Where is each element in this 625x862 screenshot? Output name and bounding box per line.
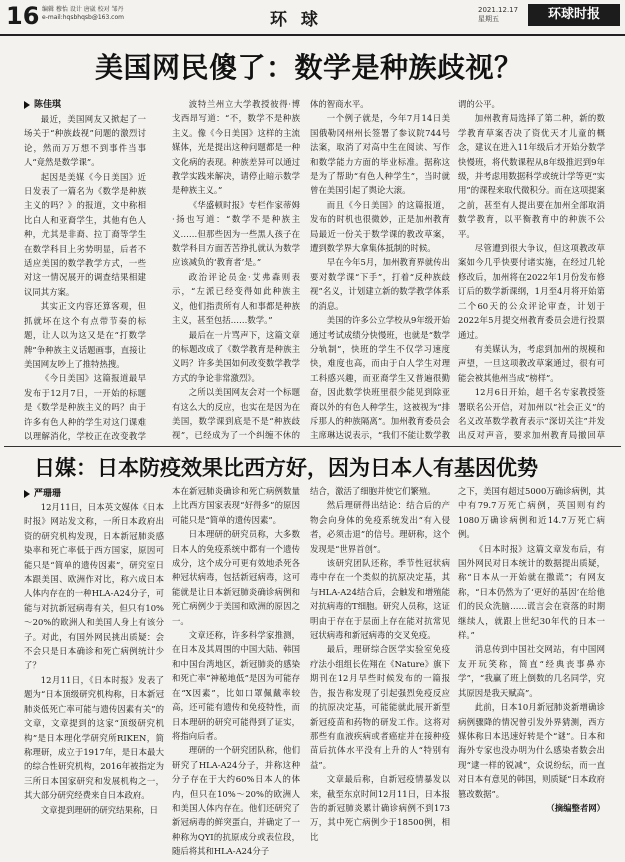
article2-headline: 日媒：日本防疫效果比西方好，因为日本人有基因优势 [34, 456, 538, 480]
article2-column-3 [310, 484, 450, 858]
paragraph: 本在新冠肺炎确诊和死亡病例数量上比西方国家表现“好得多”的原因可能只是“简单的遗传因素”。 [172, 486, 300, 525]
paragraph: 有美媒认为，考虑到加州的规模和声望，一旦这项教改草案通过，很有可能会被其他州当成“榜样”。 [458, 343, 605, 383]
paragraph: 12月11日，日本英文媒体《日本时报》网站发文称，一所日本政府出资的研究机构发现，日本新冠肺炎感染率和死亡率低于西方国家，原因可能只是“简单的遗传因素”，研究室日本跟美国、欧洲作对比，称六成日本人体内存在的一种HLA-A24分子，可能与对抗新冠病毒有关，但只有10%～20%的欧洲人和美国人身上有该分子。对此，有国外网民挑出质疑：会不会只是日本确诊和死亡病例统计少了？ [24, 502, 164, 671]
paragraph: 理研的一个研究团队称，他们研究了HLA-A24分子，并称这种分子存在于大约60%日本人的体内，但只在10%～20%的欧洲人和美国人体内存在。他们还研究了新冠病毒的鲜突蛋白，并确定了一种称为QYI的抗原成分或表位段，随后将其和HLA-A24分子 [172, 745, 300, 857]
article1-headline: 美国网民傻了：数学是种族歧视？ [95, 51, 523, 84]
paragraph: 文章提到理研的研究结果称，日 [40, 804, 159, 815]
article1-column-1 [24, 112, 146, 444]
email-line: e-mail:hqsbhqsb@163.com [42, 14, 124, 21]
bullet-triangle-icon [24, 490, 30, 498]
paragraph: 波特兰州立大学教授彼得·博戈西昂写道：“不，数学不是种族主义。像《今日美国》这样的主流媒体，光是提出这种问题都是一种文化病的表现。种族差异可以通过教学实践来解决，请停止暗示数学是种族主义。” [172, 99, 300, 196]
paragraph: 起因是美媒《今日美国》近日发表了一篇名为《数学是种族主义的吗？》的报道，文中称相比白人和亚裔学生，其他有色人种，尤其是非裔、拉丁裔等学生在数学科目上劣势明显，后者不适应美国的数学教学方式，一些对这一情况展开的调查结果相建议同其方案。 [24, 171, 146, 297]
paragraph: 《今日美国》这篇报道最早发布于12月7日，一开始的标题是《数学是种族主义的吗？由于许多有色人种的学生对这门课难以理解消化，学校正在改变教学 [24, 373, 146, 441]
article1-column-2 [172, 97, 300, 444]
author-name: 严珊珊 [34, 489, 62, 499]
editor-credits [42, 6, 124, 22]
paragraph: 尽管遭到很大争议，但这项教改草案如今几乎快要付诸实施，在经过几轮修改后，加州将在2022年1月份发布修订后的数学新课纲，1月至4月将开始第二个60天的公众评论审查，计划于2022年5月提交州教育委员会进行投票通过。 [458, 243, 605, 340]
paragraph: 文章还称，许多科学家推测，在日本及其周围的中国大陆、韩国和中国台湾地区，新冠肺炎的感染和死亡率“神秘地低”是因为可能存在“X因素”，比如口罩佩戴率较高，还可能有遗传和免疫特性，而日本理研的研究可能得到了证实，将指向后者。 [172, 630, 300, 741]
paragraph: 其实正文内容还算客观，但抓就坏在这个有点带节奏的标题，让人以为这又是在“打数学牌”争种族主义话题画事，直接让美国网友吵上了推特热搜。 [24, 301, 146, 369]
paragraph: 加州教育局选择了第二种，新的数学教育草案否决了资优天才儿童的概念，建议在进入11年级后才开始分数学快慢班，将代数课程从8年级推迟到9年级，并考虑用数据科学或统计学等更“实用”的课程来取代微积分。而在这项提案之前，甚至有人提出要在加州全部取消数学教育，以平衡教育中的种族不公平。 [458, 113, 605, 239]
paragraph: 文章最后称，自新冠疫情暴发以来，截至东京时间12月11日，日本报告的新冠肺炎累计确诊病例不到173万，其中死亡病例少于18500例，相比 [310, 774, 450, 842]
bullet-triangle-icon [24, 101, 30, 109]
paragraph: 一个例子就是，今年7月14日美国俄勒冈州州长签署了参议院744号法案，取消了对高中生在阅读、写作和数学能力方面的毕业标准。据称这是为了帮助“有色人种学生”，当时就曾在美国引起了舆论大滚。 [310, 113, 450, 196]
paragraph: 《日本时报》这篇文章发布后，有国外网民对日本统计的数据提出质疑，称“日本从一开始就在撒谎”；有网友称，“日本仍然为了‘更好的基因’在给他们的民众洗脑……谎言会在衰落的时期继续人，就跟上世纪30年代的日本一样。” [458, 543, 605, 641]
masthead [0, 0, 625, 36]
author-name: 陈佳琪 [34, 100, 62, 110]
article1-column-4 [458, 97, 605, 444]
newspaper-logo: 环球时报 [528, 4, 620, 26]
paragraph: 最近，美国网友又掀起了一场关于“种族歧视”问题的激烈讨论，然而万万想不到事件当事人“竟然是数学课”。 [24, 114, 146, 168]
article2-column-1 [24, 500, 164, 858]
issue-date [478, 6, 518, 24]
article1-column-3 [310, 97, 450, 444]
paragraph: 然后理研得出结论：结合后的产物会向身体的免疫系统发出“有入侵者，必须击退”的信号。理研称，这个发现是“世界首创”。 [310, 500, 450, 554]
paragraph: 结合，激活了细胞并使它们繁殖。 [310, 486, 436, 496]
paragraph: 之下，美国有超过5000万确诊病例，其中有79.7万死亡病例，英国则有约1080万确诊病例和近14.7万死亡病例。 [458, 486, 605, 540]
paragraph: 最后在一片骂声下，这篇文章的标题改成了《数学教育是种族主义吗？许多美国如何改变数学教学方式的争论非常激烈》。 [172, 329, 300, 383]
weekday-line: 星期五 [478, 15, 499, 23]
paragraph: 12月11日，《日本时报》发表了题为“日本顶级研究机构称，日本新冠肺炎低死亡率可能与遗传因素有关”的文章，文章提到的这家“顶级研究机构”是日本理化学研究所RIKEN，简称理研，成立于1917年，是日本最大的综合性研究机构，2016年被指定为三所日本国家研究和发展机构之一，其大部分研究经费来自日本政府。 [24, 674, 164, 801]
paragraph: 消息传到中国社交网站，有中国网友开玩笑称，简直“经典丧事鼻亦学”，“我赢了班上倒数的几名同学，究其原因是我天赋高”。 [458, 644, 605, 698]
editor-line: 编辑 穆怡 设计 唐崴 校对 邹丹 [42, 6, 124, 13]
paragraph: 而且《今日美国》的这篇报道，发布的时机也很微妙，正是加州教育局最近一份关于数学课的教改草案，遭到数学界大拿集体抵制的时候。 [310, 199, 450, 254]
paragraph: 该研究团队还称，季节性冠状病毒中存在一个类似的抗原决定基，其与HLA-A24结合后，会触发和增殖能对抗病毒的T细胞。研究人员称，这证明由于存在于层面上存在能对抗常见冠状病毒和新冠病毒的交叉免疫。 [310, 558, 450, 641]
article2-author [24, 486, 61, 499]
paragraph: 谓的公平。 [458, 99, 500, 109]
paragraph: 此前，日本10月新冠肺炎新增确诊病例骤降的情况曾引发外界猜测，西方媒体称日本迅速好转是个“谜”。日本和海外专家也没办明为什么感染者数会出现“逮一样的锐减”，众说纷纭，而一直对日本有意见的韩国，则质疑“日本政府篡改数据”。 [458, 702, 605, 799]
page-number: 16 [6, 2, 40, 30]
paragraph: 之所以美国网友会对一个标题有这么大的反应，也实在是因为在美国，数学课到底是不是“种族歧视”，已经成为了一个纠缠不休的 [172, 387, 300, 441]
paragraph: 政治评论员金·艾弗森则表示，“左派已经变得如此种族主义，他们指责所有人和事都是种族主义，甚至包括……数学。” [172, 271, 300, 326]
paragraph: 最后，理研综合医学实验室免疫疗法小组组长佐翔在《Nature》旗下期刊在12月早些时候发布的一篇报告，报告称发现了引起强烈免疫反应的抗原决定基，可能能就此展开新型新冠疫苗和药物的研发工作。这将对那些有血液疾病或者癌症并在接种疫苗后抗体水平没有上升的人“特别有益”。 [310, 644, 450, 770]
article2-column-2 [172, 484, 300, 858]
paragraph: 早在今年5月，加州教育界就传出要对数学课“下手”，打着“反种族歧视”名义，计划建立新的数学教学体系的消息。 [310, 257, 450, 311]
paragraph: 体的智商水平。 [310, 99, 369, 109]
section-divider [4, 446, 621, 447]
date-line: 2021.12.17 [478, 6, 519, 14]
paragraph: 12月6日开始，超千名专家教授签署联名公开信，对加州以“社会正义”的名义改革数学教育表示“深切关注”并发出反对声音，要求加州教育局撤回草 [458, 387, 605, 441]
paragraph: 《华盛顿时报》专栏作家蒂姆·扬也写道：“数学不是种族主义……但那些因为一些黑人孩子在数学科目方面苦苦挣扎就认为数学应该减负的‘教育者’是。” [172, 199, 300, 268]
paragraph: 日本理研的研究员称，大多数日本人的免疫系统中都有一个遗传成分，这个成分可更有效地杀死各种冠状病毒，包括新冠病毒，这可能就是让日本新冠肺炎确诊病例和死亡病例少于美国和欧洲的原因之一。 [172, 529, 300, 626]
article2-column-4 [458, 484, 605, 858]
article1-author [24, 97, 61, 110]
article2-credit: （摘编整者网） [546, 802, 605, 813]
section-title: 环 球 [270, 10, 322, 30]
paragraph: 美国的许多公立学校从9年级开始通过考试成绩分快慢班，也就是“数学分轨制”，快班的学生不仅学习速度快，难度也高，而由于白人学生对理工科感兴趣，而亚裔学生又普遍很勤奋，因此数学快班里很少能见到除亚裔以外的有色人种学生，这被视为“排斥那人的种族隔离”。加州教育委员会主席琳达说表示，“我们不能让数学教 [310, 315, 450, 441]
